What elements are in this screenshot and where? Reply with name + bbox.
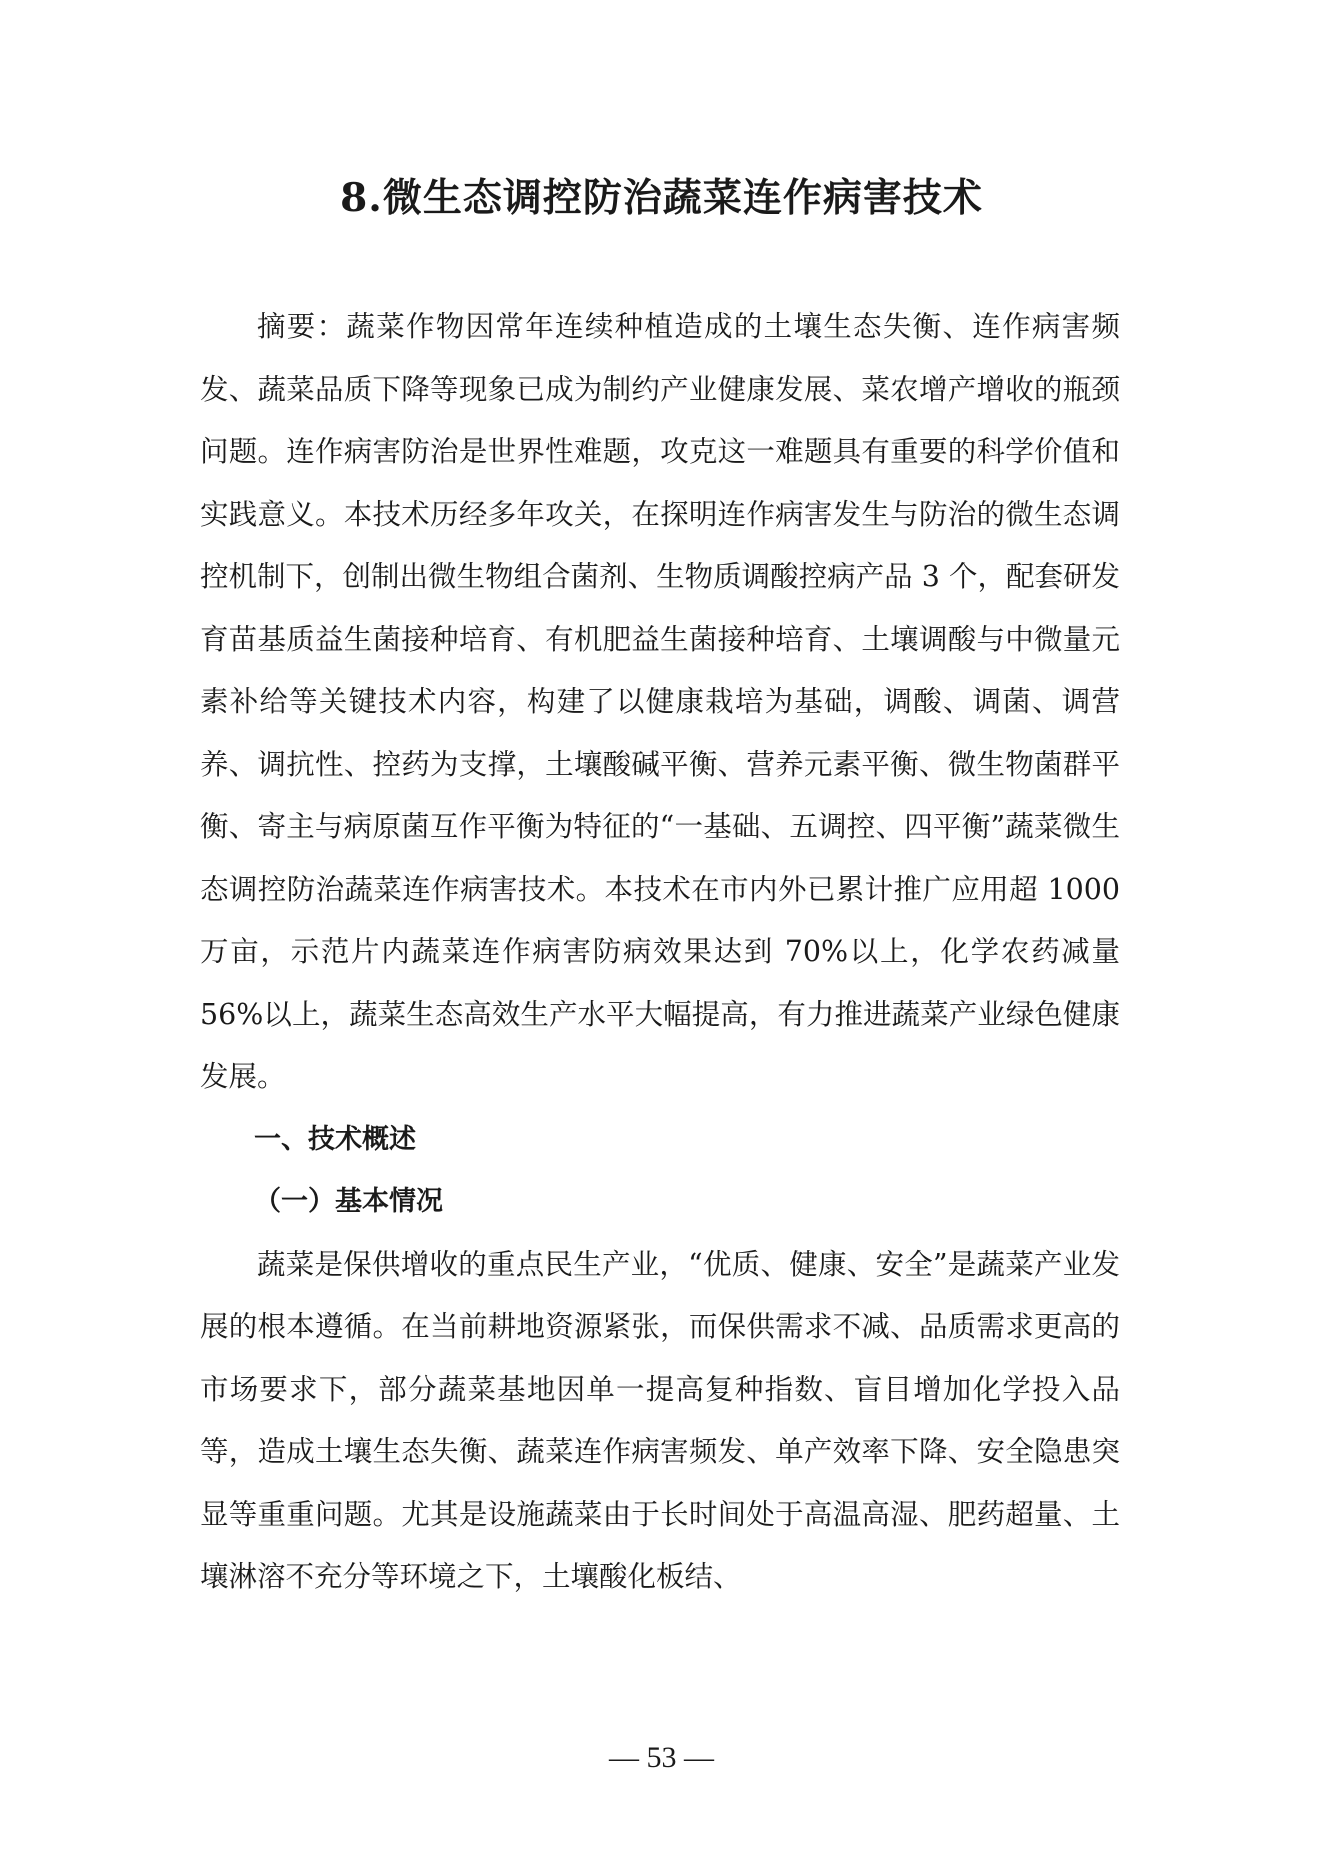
subsection-heading: （一）基本情况 bbox=[254, 1186, 443, 1217]
document-title: 8.微生态调控防治蔬菜连作病害技术 bbox=[340, 175, 983, 221]
page-number: — 53 — bbox=[609, 1741, 714, 1774]
body-paragraph: 蔬菜是保供增收的重点民生产业，“优质、健康、安全”是蔬菜产业发展的根本遵循。在当前耕地资源紧张，而保供需求不减、品质需求更高的市场要求下，部分蔬菜基地因单一提高复种指数、盲目增加化学投入品等，造成土壤生态失衡、蔬菜连作病害频发、单产效率下降、安全隐患突显等重重问题。尤其是设施蔬菜由于长时间处于高温高湿、肥药超量、土壤淋溶不充分等环境之下，土壤酸化板结、 bbox=[200, 1247, 1120, 1593]
abstract-paragraph: 摘要：蔬菜作物因常年连续种植造成的土壤生态失衡、连作病害频发、蔬菜品质下降等现象已成为制约产业健康发展、菜农增产增收的瓶颈问题。连作病害防治是世界性难题，攻克这一难题具有重要的科学价值和实践意义。本技术历经多年攻关，在探明连作病害发生与防治的微生态调控机制下，创制出微生物组合菌剂、生物质调酸控病产品 3 个，配套研发育苗基质益生菌接种培育、有机肥益生菌接种培育、土壤调酸与中微量元素补给等关键技术内容，构建了以健康栽培为基础，调酸、调菌、调营养、调抗性、控药为支撑，土壤酸碱平衡、营养元素平衡、微生物菌群平衡、寄主与病原菌互作平衡为特征的“一基础、五调控、四平衡”蔬菜微生态调控防治蔬菜连作病害技术。本技术在市内外已累计推广应用超 1000 万亩，示范片内蔬菜连作病害防病效果达到 70%以上，化学农药减量 56%以上，蔬菜生态高效生产水平大幅提高，有力推进蔬菜产业绿色健康发展。 bbox=[200, 310, 1120, 1093]
document-body bbox=[200, 296, 1120, 1609]
section-heading: 一、技术概述 bbox=[254, 1123, 416, 1155]
